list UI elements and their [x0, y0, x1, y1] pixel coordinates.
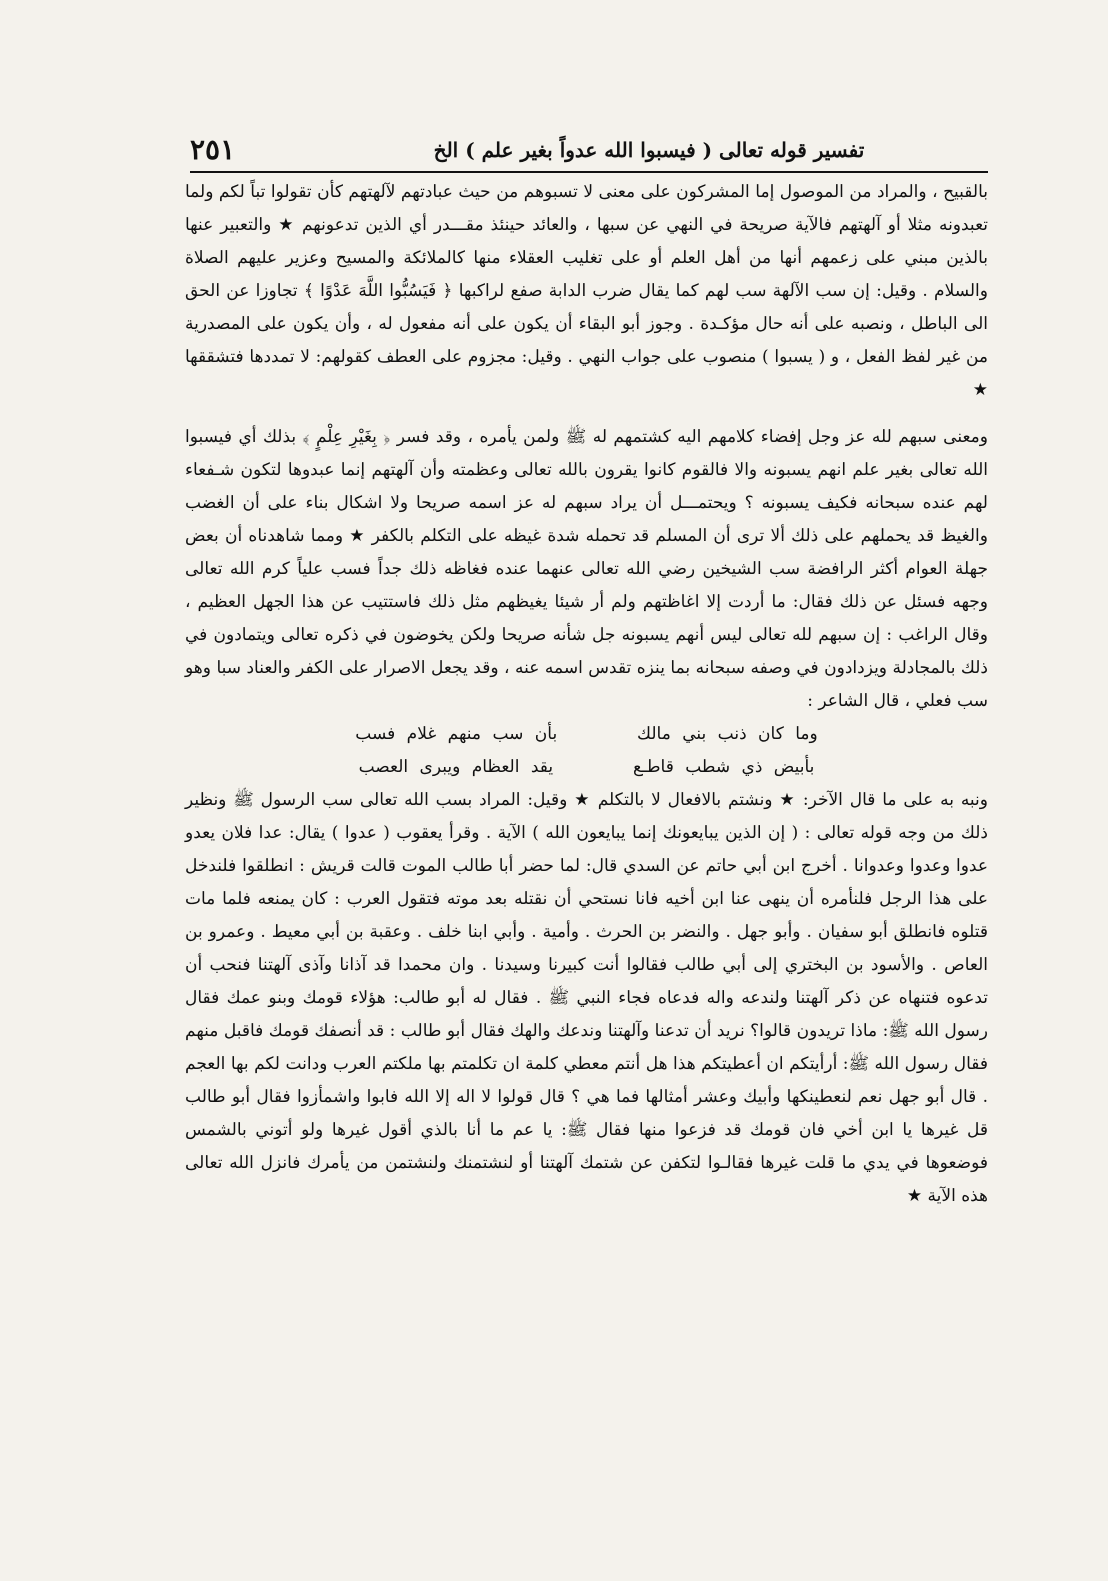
verse-hemistich-left: بأن سب منهم غلام فسب	[355, 724, 558, 744]
verse-hemistich-left: يقد العظام ويبرى العصب	[358, 757, 554, 777]
running-title: تفسير قوله تعالى ( فيسبوا الله عدواً بغير علم ) الخ	[433, 138, 865, 162]
paragraph: ونبه به على ما قال الآخر: ★ ونشتم بالافعال لا بالتكلم ★ وقيل: المراد بسب الله تعالى سب الرسول ﷺ ونظير ذلك من وجه قوله تعالى : ( إن الذين يبايعونك إنما يبايعون الله ) الآية . وقرأ يعقوب ( عدوا ) يقال: عدا فلان يعدو عدوا وعدوا وعدوانا . أخرج ابن أبي حاتم عن السدي قال: لما حضر أبا طالب الموت قالت قريش : انطلقوا فلندخل على هذا الرجل فلنأمره أن ينهى عنا ابن أخيه فانا نستحي أن نقتله بعد موته فتقول العرب : كان يمنعه فلما مات قتلوه فانطلق أبو سفيان . وأبو جهل . والنضر بن الحرث . وأمية . وأبي ابنا خلف . وعقبة بن أبي معيط . وعمرو بن العاص . والأسود بن البختري إلى أبي طالب فقالوا أنت كبيرنا وسيدنا . وان محمدا قد آذانا وآذى آلهتنا فنحب أن تدعوه فتنهاه عن ذكر آلهتنا ولندعه واله فدعاه فجاء النبي ﷺ . فقال له أبو طالب: هؤلاء قومك وبنو عمك فقال رسول الله ﷺ: ماذا تريدون قالوا؟ نريد أن تدعنا وآلهتنا وندعك والهك فقال أبو طالب : قد أنصفك قومك فاقبل منهم فقال رسول الله ﷺ: أرأيتكم ان أعطيتكم هذا هل أنتم معطي كلمة ان تكلمتم بها ملكتم العرب ودانت لكم بها العجم . قال أبو جهل نعم لنعطينكها وأبيك وعشر أمثالها فما هي ؟ قال قولوا لا اله إلا الله فابوا واشمأزوا فقال أبو طالب قل غيرها يا ابن أخي فان قومك قد فزعوا منها فقال ﷺ: يا عم ما أنا بالذي أقول غيرها ولو أتوني بالشمس فوضعوها في يدي ما قلت غيرها فقالـوا لتكفن عن شتمك آلهتنا أو لنشتمنك ولنشتمن من يأمرك فانزل الله تعالى هذه الآية ★	[185, 790, 988, 1206]
verse-line	[185, 718, 988, 751]
verse-line	[185, 751, 988, 784]
header-rule	[190, 171, 988, 173]
verse-hemistich-right: وما كان ذنب بني مالك	[637, 724, 818, 744]
verse-hemistich-right: بأبيض ذي شطب قاطـع	[632, 757, 815, 777]
paragraph: بالقبيح ، والمراد من الموصول إما المشركون على معنى لا تسبوهم من حيث عبادتهم لآلهتهم كأن تقولوا تباً لكم ولما تعبدونه مثلا أو آلهتهم فالآية صريحة في النهي عن سبها ، والعائد حينئذ مقـــدر أي الذين تدعونهم ★ والتعبير عنها بالذين مبني على زعمهم أنها من أهل العلم أو على تغليب العقلاء منها كالملائكة والمسيح وعزير عليهم الصلاة والسلام . وقيل: إن سب الآلهة سب لهم كما يقال ضرب الدابة صفع لراكبها ﴿ فَيَسُبُّوا اللَّهَ عَدْوًا ﴾ تجاوزا عن الحق الى الباطل ، ونصبه على أنه حال مؤكـدة . وجوز أبو البقاء أن يكون على أنه مفعول له ، وأن يكون على المصدرية من غير لفظ الفعل ، و ( يسبوا ) منصوب على جواب النهي . وقيل: مجزوم على العطف كقولهم: لا تمددها فتشققها ★	[185, 182, 988, 400]
paragraph-gap	[185, 407, 988, 421]
page-header	[190, 122, 988, 170]
page-number: ٢٥١	[190, 133, 236, 166]
text-body	[185, 176, 988, 1213]
paragraph: ومعنى سبهم لله عز وجل إفضاء كلامهم اليه كشتمهم له ﷺ ولمن يأمره ، وقد فسر ﴿ بِغَيْرِ عِلْمٍ ﴾ بذلك أي فيسبوا الله تعالى بغير علم انهم يسبونه والا فالقوم كانوا يقرون بالله تعالى وعظمته وأن آلهتهم إنما عبدوها لتكون شـفعاء لهم عنده سبحانه فكيف يسبونه ؟ ويحتمـــل أن يراد سبهم له عز اسمه صريحا ولا اشكال بناء على أن الغضب والغيظ قد يحملهم على ذلك ألا ترى أن المسلم قد تحمله شدة غيظه على التكلم بالكفر ★ ومما شاهدناه أن بعض جهلة العوام أكثر الرافضة سب الشيخين رضي الله تعالى عنهما عنده فغاظه ذلك جداً فسب علياً كرم الله تعالى وجهه فسئل عن ذلك فقال: ما أردت إلا اغاظتهم ولم أر شيئا يغيظهم مثل ذلك فاستتيب عن هذا الجهل العظيم ، وقال الراغب : إن سبهم لله تعالى ليس أنهم يسبونه جل شأنه صريحا ولكن يخوضون في ذكره تعالى ويتمادون في ذلك بالمجادلة ويزدادون في وصفه سبحانه بما ينزه تقدس اسمه عنه ، وقد يجعل الاصرار على الكفر والعناد سبا وهو سب فعلي ، قال الشاعر :	[185, 427, 989, 711]
